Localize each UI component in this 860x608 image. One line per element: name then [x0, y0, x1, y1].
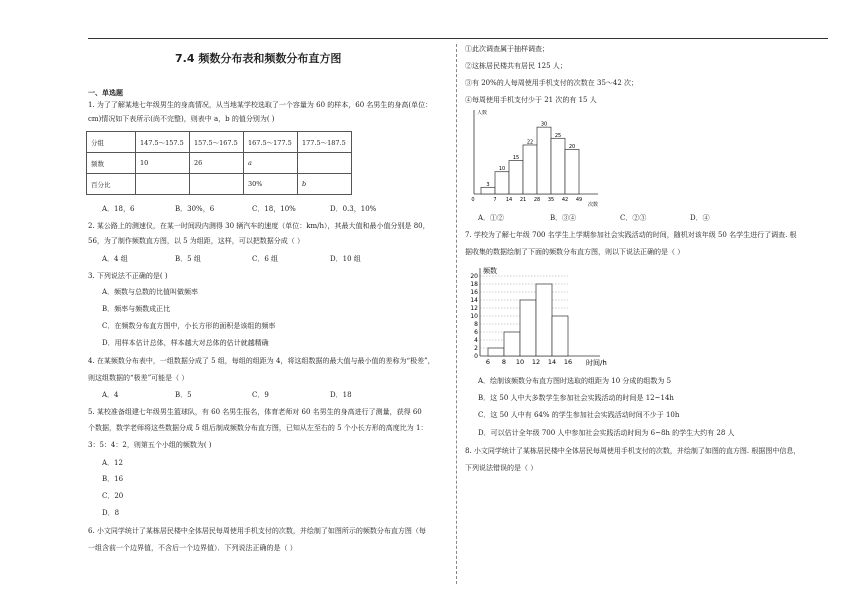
q4-stem-line1: 4. 在某频数分布表中，一组数据分成了 5 组，每组的组距为 4，将这组数据的最大值与最小值的差称为“极差”，: [88, 357, 435, 365]
histogram-bar: [504, 332, 520, 356]
histogram-bar: [523, 145, 537, 194]
q7-option-d[interactable]: D．可以估计全年级 700 人中参加社会实践活动时间为 6~8h 的学生大约有 28 人: [478, 429, 735, 437]
page-title: 7.4 频数分布表和频数分布直方图: [175, 52, 342, 65]
q6-histogram: [460, 110, 610, 215]
histogram-bar: [551, 138, 565, 194]
histogram-bar: [481, 187, 495, 194]
x-tick-label: 35: [547, 197, 555, 203]
q1-option-a[interactable]: A．18，6: [102, 205, 135, 213]
q3-option-a[interactable]: A．频数与总数的比值叫做频率: [102, 288, 199, 296]
q2-option-a[interactable]: A．4 组: [102, 255, 128, 263]
q6-statement-2: ②这栋居民楼共有居民 125 人；: [465, 62, 567, 70]
x-tick-label: 28: [533, 197, 541, 203]
y-tick-label: 4: [474, 337, 478, 344]
bar-value-label: 10: [498, 166, 506, 173]
table-cell: 177.5～187.5: [298, 132, 352, 153]
q5-option-c[interactable]: C．20: [102, 492, 124, 500]
q5-option-d[interactable]: D．8: [102, 509, 120, 517]
q1-option-b[interactable]: B．30%，6: [175, 205, 215, 213]
table-row: [87, 153, 352, 174]
table-cell: 30%: [244, 174, 298, 195]
q6-option-b[interactable]: B．③④: [550, 214, 577, 222]
table-cell: [298, 153, 352, 174]
section-heading: 一、单选题: [88, 89, 123, 97]
y-axis-label: 频数: [483, 267, 497, 275]
histogram-bar: [495, 172, 509, 194]
table-cell: 147.5～157.5: [136, 132, 190, 153]
q7-stem-line2: 据收集的数据绘制了下面的频数分布直方图，则以下说法正确的是（ ）: [465, 248, 685, 256]
q4-option-c[interactable]: C．9: [252, 391, 269, 399]
table-cell: 百分比: [87, 174, 136, 195]
q1-option-d[interactable]: D．0.3，10%: [330, 205, 377, 213]
y-tick-label: 14: [470, 297, 478, 304]
table-cell: 157.5～167.5: [190, 132, 244, 153]
q5-option-a[interactable]: A．12: [102, 459, 123, 467]
q8-stem-line1: 8. 小文同学统计了某栋居民楼中全体居民每周使用手机支付的次数，并绘制了如图的直方图. 根据图中信息，: [465, 447, 801, 455]
x-tick-label: 14: [547, 358, 557, 366]
q6-option-d[interactable]: D．④: [690, 214, 710, 222]
y-tick-label: 16: [470, 289, 478, 296]
x-axis-label: 时间/h: [586, 359, 607, 367]
x-axis-label: 次数: [588, 202, 599, 208]
q4-stem-line2: 则这组数据的“极差”可能是（ ）: [88, 374, 189, 382]
column-divider: [456, 44, 457, 584]
q6-option-a[interactable]: A．①②: [478, 214, 505, 222]
bar-value-label: 20: [568, 143, 576, 150]
y-tick-label: 6: [474, 329, 478, 336]
table-cell: 26: [190, 153, 244, 174]
histogram-bar: [565, 149, 579, 194]
table-cell: b: [298, 174, 352, 195]
y-tick-label: 8: [474, 321, 478, 328]
q1-stem-line2: cm)情况如下表所示(尚不完整)，则表中 a，b 的值分别为( ): [88, 115, 275, 123]
histogram-bar: [520, 300, 536, 356]
q7-option-a[interactable]: A．绘制该频数分布直方图时选取的组距为 10 分成的组数为 5: [478, 377, 672, 385]
histogram-bar: [537, 127, 551, 194]
q2-option-d[interactable]: D．10 组: [330, 255, 361, 263]
q3-option-b[interactable]: B．频率与频数成正比: [102, 305, 171, 313]
q2-option-c[interactable]: C．6 组: [252, 255, 279, 263]
y-tick-label: 12: [470, 305, 478, 312]
x-tick-label: 10: [515, 358, 525, 366]
x-tick-label: 42: [561, 197, 569, 203]
q1-stem-line1: 1. 为了了解某地七年级男生的身高情况，从当地某学校选取了一个容量为 60 的样本，60 名男生的身高(单位：: [88, 101, 433, 109]
q6-option-c[interactable]: C．②③: [620, 214, 647, 222]
q6-stem-line2: 一组含前一个边界值，不含后一个边界值）．下列说法正确的是（ ）: [88, 544, 297, 552]
q5-stem-line2: 个数据，数学老师将这些数据分成 5 组后制成频数分布直方图，已知从左至右的 5 个小长方形的高度比为 1：: [88, 424, 428, 432]
bar-value-label: 30: [540, 121, 548, 128]
q5-option-b[interactable]: B．16: [102, 475, 124, 483]
x-tick-label: 7: [493, 197, 497, 203]
x-tick-label: 49: [575, 197, 583, 203]
q2-option-b[interactable]: B．5 组: [175, 255, 201, 263]
q7-histogram: [460, 262, 610, 374]
y-tick-label: 10: [470, 313, 478, 320]
y-tick-label: 2: [474, 345, 478, 352]
q6-statement-4: ④每周使用手机支付少于 21 次的有 15 人: [465, 96, 597, 104]
table-row: [87, 132, 352, 153]
q4-option-b[interactable]: B．5: [175, 391, 192, 399]
q5-stem-line1: 5. 某校准备组建七年级男生篮球队，有 60 名男生报名，体育老师对 60 名男生的身高进行了测量，获得 60: [88, 408, 422, 416]
x-tick-label: 21: [519, 197, 527, 203]
q4-option-a[interactable]: A．4: [102, 391, 119, 399]
table-cell: [190, 174, 244, 195]
q1-frequency-table: [86, 131, 352, 195]
q8-stem-line2: 下列说法错误的是（ ）: [465, 464, 538, 472]
x-tick-label: 16: [563, 358, 573, 366]
histogram-bar: [552, 316, 568, 356]
y-tick-label: 20: [470, 273, 478, 280]
table-cell: 167.5～177.5: [244, 132, 298, 153]
bar-value-label: 15: [512, 155, 520, 162]
bar-value-label: 22: [526, 139, 534, 146]
q6-stem-line1: 6. 小文同学统计了某栋居民楼中全体居民每周使用手机支付的次数，并绘制了如图所示的频数分布直方图（每: [88, 527, 426, 535]
histogram-bar: [509, 161, 523, 194]
q2-stem-line2: 56，为了制作频数直方图，以 5 为组距，这样，可以把数据分成（ ）: [88, 237, 305, 245]
q2-stem-line1: 2. 某公路上的测速仪，在某一时间段内测得 30 辆汽车的速度（单位：km/h），其最大值和最小值分别是 80，: [88, 222, 430, 230]
q7-option-c[interactable]: C．这 50 人中有 64% 的学生参加社会实践活动时间不少于 10h: [478, 411, 680, 419]
top-rule: [88, 38, 828, 39]
x-tick-label: 0: [471, 197, 475, 203]
x-tick-label: 8: [501, 358, 507, 366]
q3-option-c[interactable]: C．在频数分布直方图中，小长方形的面积是该组的频率: [102, 322, 276, 330]
histogram-bar: [488, 348, 504, 356]
table-cell: a: [244, 153, 298, 174]
y-tick-label: 0: [474, 353, 478, 360]
x-tick-label: 12: [531, 358, 541, 366]
bar-value-label: 25: [554, 132, 562, 139]
x-tick-label: 6: [485, 358, 491, 366]
q6-statement-1: ①此次调查属于抽样调查；: [465, 45, 549, 53]
q6-statement-3: ③有 20%的人每周使用手机支付的次数在 35～42 次；: [465, 79, 639, 87]
q7-stem-line1: 7. 学校为了解七年级 700 名学生上学期参加社会实践活动的时间，随机对该年级 50 名学生进行了调查. 根: [465, 231, 797, 239]
table-cell: 频数: [87, 153, 136, 174]
table-cell: 分组: [87, 132, 136, 153]
y-axis-label: 人数: [477, 110, 488, 116]
q3-stem: 3. 下列说法不正确的是( ): [88, 272, 168, 280]
table-row: [87, 174, 352, 195]
table-cell: [136, 174, 190, 195]
x-tick-label: 14: [505, 197, 513, 203]
q1-option-c[interactable]: C．18，10%: [252, 205, 296, 213]
bar-value-label: 3: [486, 181, 490, 188]
q3-option-d[interactable]: D．用样本估计总体，样本越大对总体的估计就越精确: [102, 339, 269, 347]
y-tick-label: 18: [470, 281, 478, 288]
table-cell: 10: [136, 153, 190, 174]
histogram-bar: [536, 284, 552, 356]
q5-stem-line3: 3：5：4：2，则第五个小组的频数为( ): [88, 441, 212, 449]
q4-option-d[interactable]: D．18: [330, 391, 352, 399]
q7-option-b[interactable]: B．这 50 人中大多数学生参加社会实践活动的时间是 12~14h: [478, 394, 674, 402]
